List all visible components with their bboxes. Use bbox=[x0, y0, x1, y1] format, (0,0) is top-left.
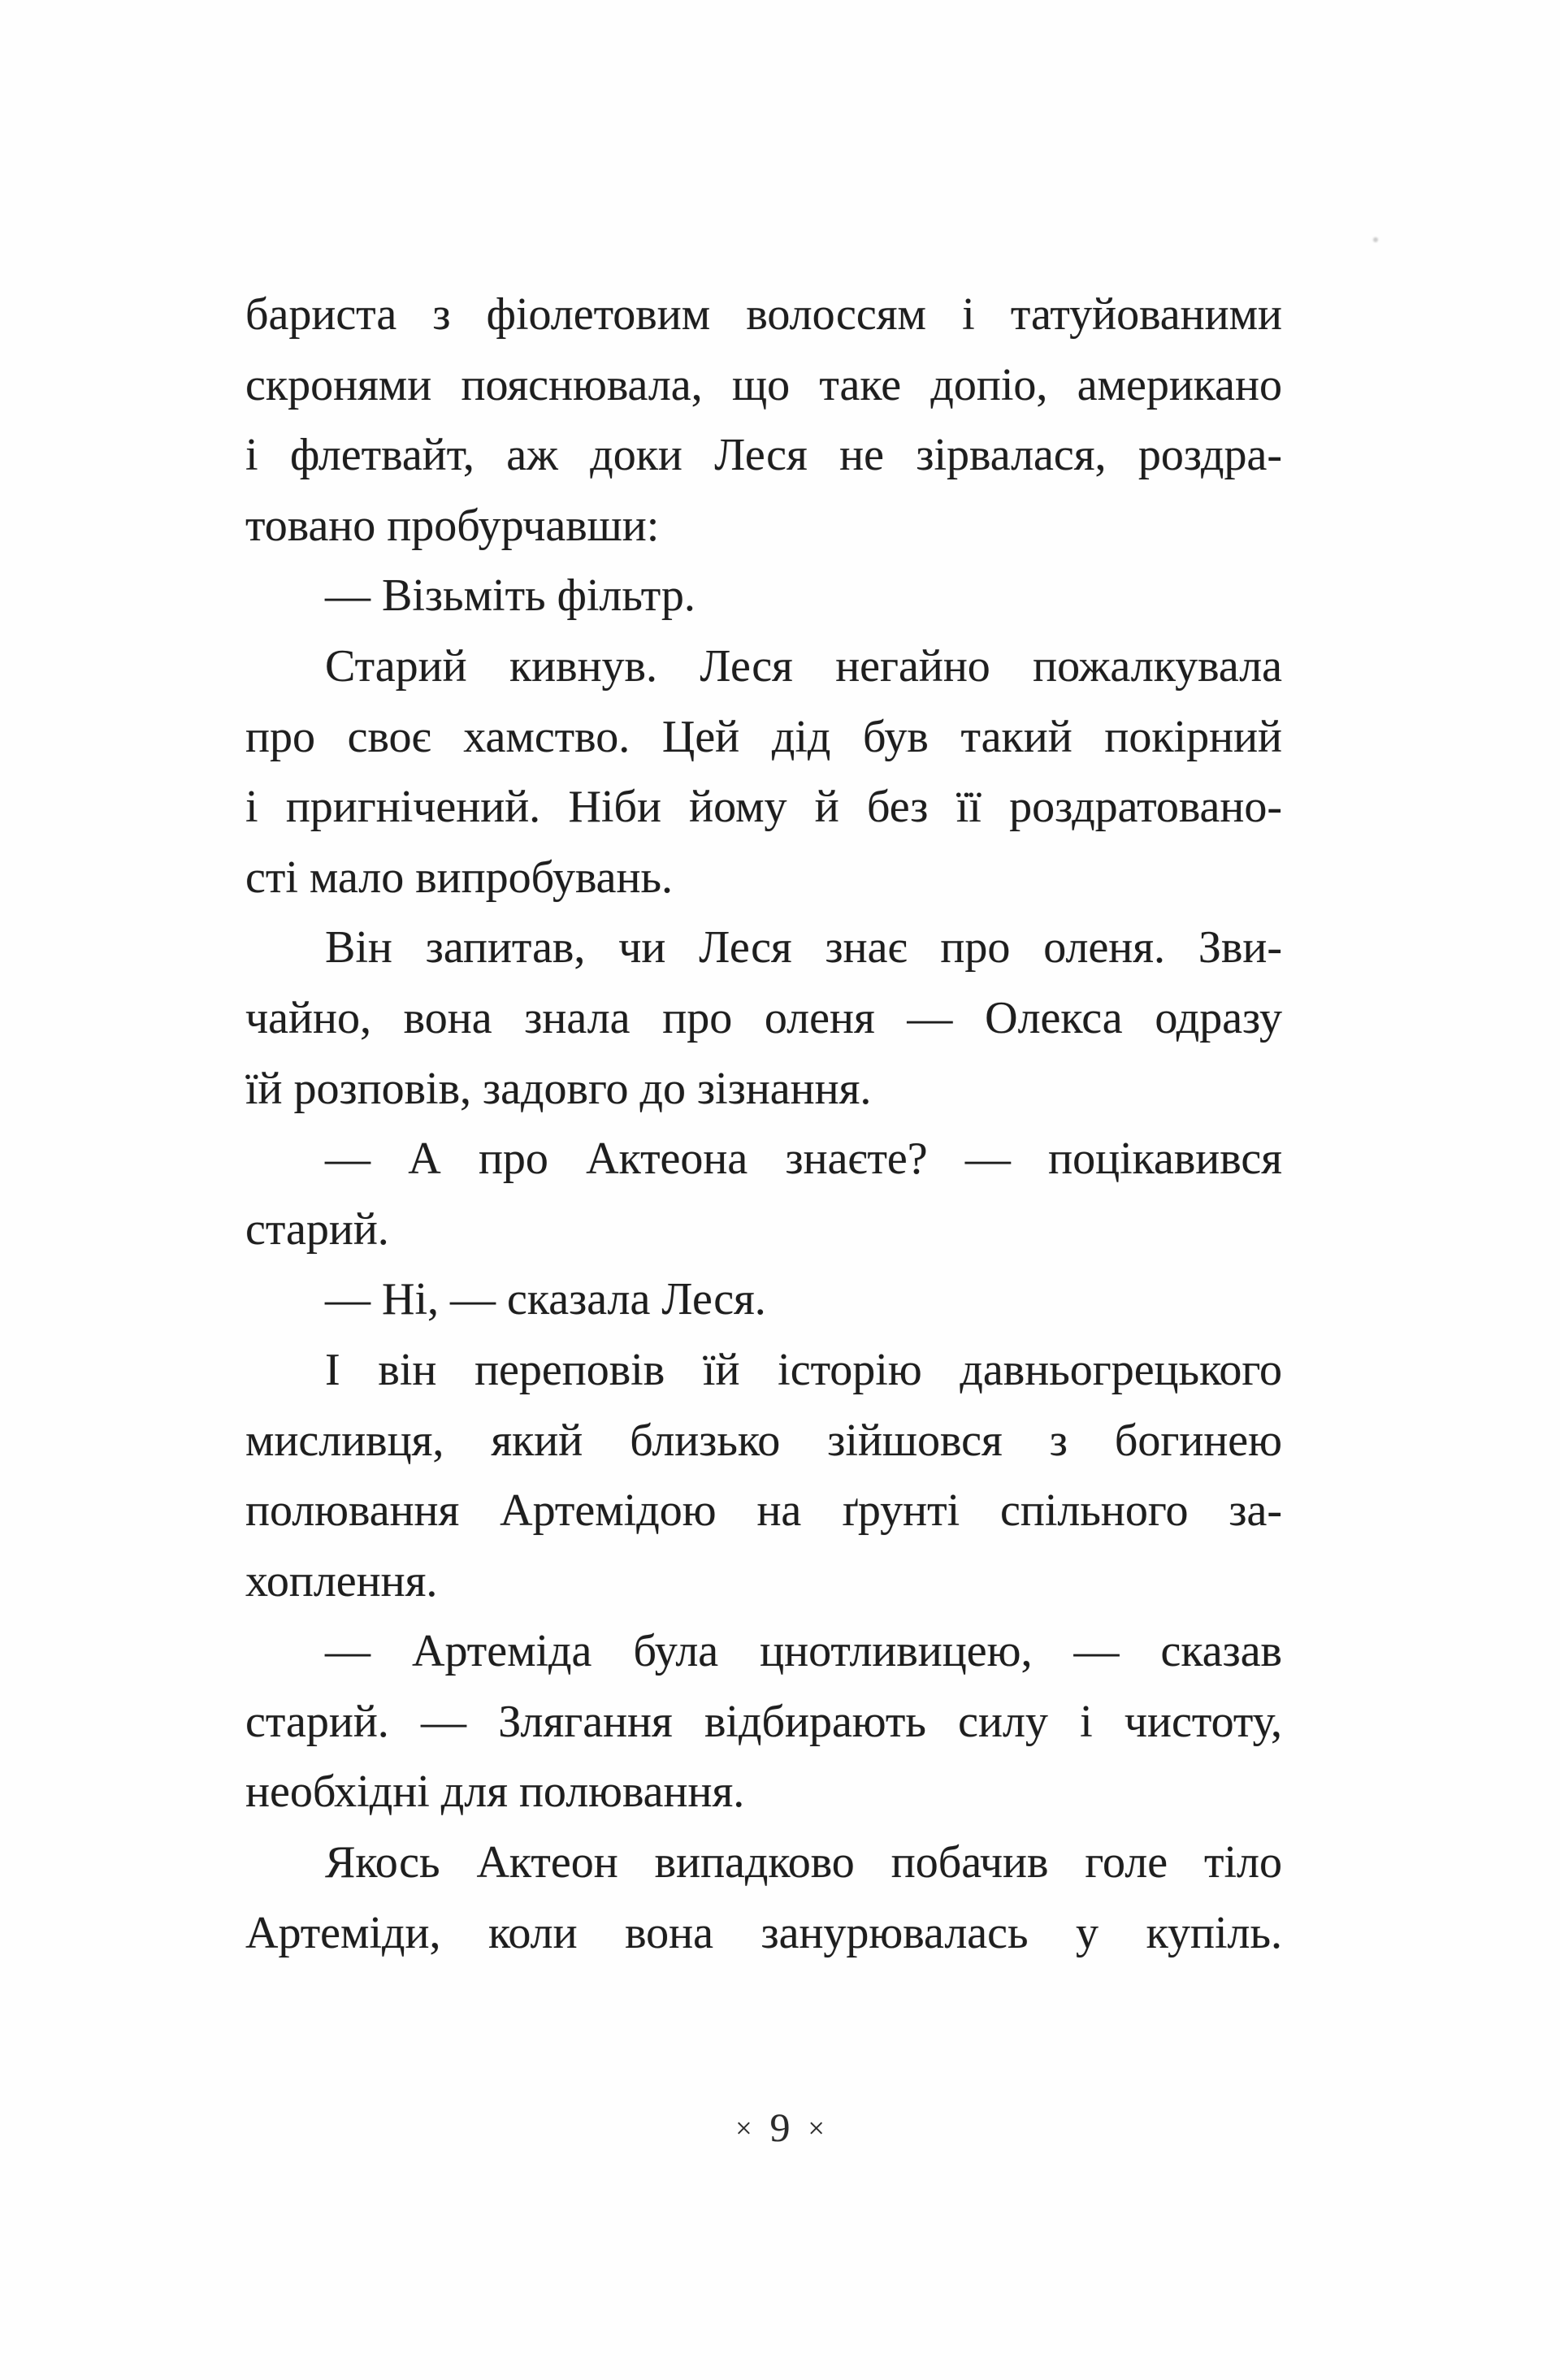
paragraph-start: Він запитав, чи Леся знає про оленя. Зви- bbox=[325, 922, 1282, 973]
text-line: мисливця, який близько зійшовся з богинею bbox=[245, 1415, 1282, 1466]
dialogue-line: — Ні, — сказала Леся. bbox=[325, 1274, 766, 1325]
page-number-value: 9 bbox=[769, 2105, 791, 2150]
text-line: товано пробурчавши: bbox=[245, 500, 660, 551]
paragraph-start: Старий кивнув. Леся негайно пожалкувала bbox=[325, 640, 1282, 691]
text-line: скронями пояснювала, що таке допіо, американо bbox=[245, 359, 1282, 410]
text-line: необхідні для полювання. bbox=[245, 1767, 745, 1818]
text-line: їй розповів, задовго до зізнання. bbox=[245, 1063, 872, 1114]
text-line: Артеміди, коли вона занурювалась у купіль. bbox=[245, 1907, 1282, 1958]
dialogue-line: — Візьміть фільтр. bbox=[325, 570, 696, 622]
paper-speck bbox=[1373, 237, 1378, 242]
ornament-cross-icon: × bbox=[808, 2112, 825, 2144]
text-line: старий. bbox=[245, 1203, 389, 1255]
page-number bbox=[0, 2103, 1560, 2152]
text-line: старий. — Злягання відбирають силу і чистоту, bbox=[245, 1696, 1282, 1747]
ornament-cross-icon: × bbox=[735, 2112, 752, 2144]
paragraph-start: Якось Актеон випадково побачив голе тіло bbox=[325, 1837, 1282, 1888]
dialogue-line: — Артеміда була цнотливицею, — сказав bbox=[325, 1626, 1282, 1677]
paragraph-start: І він переповів їй історію давньогрецького bbox=[325, 1344, 1282, 1395]
body-text bbox=[245, 280, 1282, 1968]
text-line: про своє хамство. Цей дід був такий покірний bbox=[245, 711, 1282, 762]
text-line: і флетвайт, аж доки Леся не зірвалася, роздра- bbox=[245, 430, 1282, 481]
text-line: бариста з фіолетовим волоссям і татуйованими bbox=[245, 289, 1282, 340]
dialogue-line: — А про Актеона знаєте? — поцікавився bbox=[325, 1134, 1282, 1185]
text-line: сті мало випробувань. bbox=[245, 852, 674, 903]
text-line: хоплення. bbox=[245, 1555, 438, 1606]
text-line: і пригнічений. Ніби йому й без її роздратовано- bbox=[245, 782, 1282, 833]
text-line: чайно, вона знала про оленя — Олекса одразу bbox=[245, 992, 1282, 1043]
text-line: полювання Артемідою на ґрунті спільного за- bbox=[245, 1485, 1282, 1537]
